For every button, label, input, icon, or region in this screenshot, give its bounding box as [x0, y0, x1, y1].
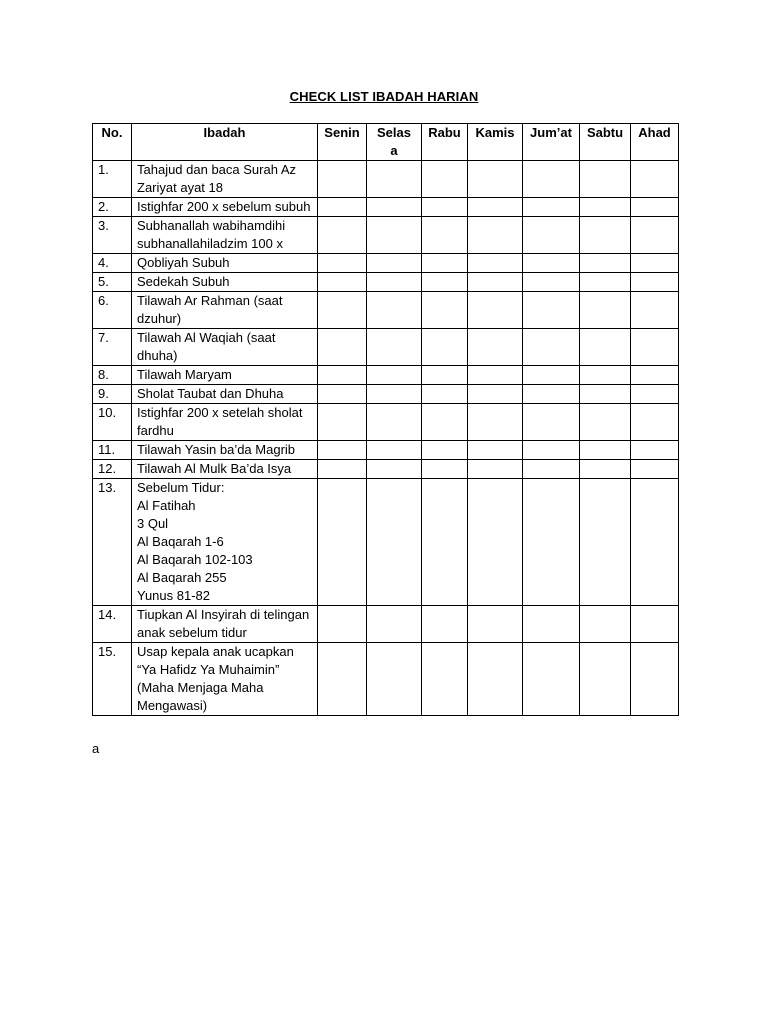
- check-cell-senin[interactable]: [318, 385, 367, 404]
- check-cell-jumat[interactable]: [523, 643, 580, 716]
- check-cell-rabu[interactable]: [422, 366, 468, 385]
- check-cell-rabu[interactable]: [422, 198, 468, 217]
- check-cell-sabtu[interactable]: [580, 404, 631, 441]
- check-cell-jumat[interactable]: [523, 460, 580, 479]
- row-number: 6.: [93, 292, 132, 329]
- table-row: [93, 643, 679, 716]
- check-cell-sabtu[interactable]: [580, 198, 631, 217]
- check-cell-jumat[interactable]: [523, 385, 580, 404]
- check-cell-kamis[interactable]: [468, 292, 523, 329]
- check-cell-jumat[interactable]: [523, 479, 580, 606]
- check-cell-senin[interactable]: [318, 198, 367, 217]
- row-number: 4.: [93, 254, 132, 273]
- check-cell-kamis[interactable]: [468, 460, 523, 479]
- check-cell-senin[interactable]: [318, 273, 367, 292]
- check-cell-senin[interactable]: [318, 366, 367, 385]
- check-cell-selasa[interactable]: [367, 441, 422, 460]
- check-cell-sabtu[interactable]: [580, 161, 631, 198]
- check-cell-rabu[interactable]: [422, 385, 468, 404]
- row-number: 5.: [93, 273, 132, 292]
- check-cell-senin[interactable]: [318, 217, 367, 254]
- check-cell-kamis[interactable]: [468, 254, 523, 273]
- row-ibadah: Tilawah Al Waqiah (saat dhuha): [132, 329, 318, 366]
- header-day-rabu: Rabu: [422, 124, 468, 161]
- row-ibadah: Tilawah Yasin ba’da Magrib: [132, 441, 318, 460]
- check-cell-jumat[interactable]: [523, 273, 580, 292]
- check-cell-kamis[interactable]: [468, 329, 523, 366]
- check-cell-rabu[interactable]: [422, 441, 468, 460]
- check-cell-kamis[interactable]: [468, 404, 523, 441]
- check-cell-selasa[interactable]: [367, 460, 422, 479]
- check-cell-rabu[interactable]: [422, 479, 468, 606]
- table-row: [93, 366, 679, 385]
- check-cell-jumat[interactable]: [523, 161, 580, 198]
- row-ibadah: Subhanallah wabihamdihi subhanallahiladzim 100 x: [132, 217, 318, 254]
- check-cell-ahad[interactable]: [631, 606, 679, 643]
- table-row: [93, 254, 679, 273]
- check-cell-sabtu[interactable]: [580, 217, 631, 254]
- check-cell-rabu[interactable]: [422, 292, 468, 329]
- row-ibadah: Sebelum Tidur: Al Fatihah 3 Qul Al Baqarah 1-6 Al Baqarah 102-103 Al Baqarah 255 Yunus 81-82: [132, 479, 318, 606]
- footer-text: a: [92, 741, 100, 756]
- check-cell-selasa[interactable]: [367, 385, 422, 404]
- check-cell-sabtu[interactable]: [580, 479, 631, 606]
- check-cell-selasa[interactable]: [367, 404, 422, 441]
- check-cell-senin[interactable]: [318, 254, 367, 273]
- check-cell-kamis[interactable]: [468, 479, 523, 606]
- check-cell-selasa[interactable]: [367, 161, 422, 198]
- check-cell-jumat[interactable]: [523, 198, 580, 217]
- check-cell-kamis[interactable]: [468, 217, 523, 254]
- check-cell-ahad[interactable]: [631, 254, 679, 273]
- check-cell-ahad[interactable]: [631, 161, 679, 198]
- check-cell-ahad[interactable]: [631, 479, 679, 606]
- check-cell-senin[interactable]: [318, 161, 367, 198]
- check-cell-selasa[interactable]: [367, 254, 422, 273]
- check-cell-selasa[interactable]: [367, 273, 422, 292]
- check-cell-senin[interactable]: [318, 479, 367, 606]
- check-cell-senin[interactable]: [318, 404, 367, 441]
- check-cell-kamis[interactable]: [468, 385, 523, 404]
- row-ibadah: Istighfar 200 x sebelum subuh: [132, 198, 318, 217]
- row-ibadah: Istighfar 200 x setelah sholat fardhu: [132, 404, 318, 441]
- check-cell-selasa[interactable]: [367, 479, 422, 606]
- table-row: [93, 606, 679, 643]
- check-cell-selasa[interactable]: [367, 198, 422, 217]
- table-row: [93, 404, 679, 441]
- check-cell-ahad[interactable]: [631, 217, 679, 254]
- table-row: [93, 329, 679, 366]
- check-cell-ahad[interactable]: [631, 292, 679, 329]
- check-cell-selasa[interactable]: [367, 292, 422, 329]
- check-cell-selasa[interactable]: [367, 217, 422, 254]
- table-row: [93, 385, 679, 404]
- check-cell-kamis[interactable]: [468, 643, 523, 716]
- row-number: 15.: [93, 643, 132, 716]
- check-cell-ahad[interactable]: [631, 273, 679, 292]
- row-number: 9.: [93, 385, 132, 404]
- table-row: [93, 479, 679, 606]
- table-row: [93, 441, 679, 460]
- row-number: 3.: [93, 217, 132, 254]
- check-cell-ahad[interactable]: [631, 366, 679, 385]
- check-cell-kamis[interactable]: [468, 161, 523, 198]
- check-cell-jumat[interactable]: [523, 366, 580, 385]
- check-cell-rabu[interactable]: [422, 273, 468, 292]
- table-body: [93, 161, 679, 716]
- table-row: [93, 217, 679, 254]
- check-cell-kamis[interactable]: [468, 198, 523, 217]
- check-cell-sabtu[interactable]: [580, 441, 631, 460]
- check-cell-rabu[interactable]: [422, 404, 468, 441]
- check-cell-jumat[interactable]: [523, 254, 580, 273]
- check-cell-jumat[interactable]: [523, 404, 580, 441]
- check-cell-senin[interactable]: [318, 329, 367, 366]
- row-ibadah: Tilawah Ar Rahman (saat dzuhur): [132, 292, 318, 329]
- check-cell-selasa[interactable]: [367, 643, 422, 716]
- check-cell-kamis[interactable]: [468, 606, 523, 643]
- check-cell-jumat[interactable]: [523, 217, 580, 254]
- row-number: 13.: [93, 479, 132, 606]
- row-ibadah: Qobliyah Subuh: [132, 254, 318, 273]
- check-cell-jumat[interactable]: [523, 606, 580, 643]
- check-cell-selasa[interactable]: [367, 329, 422, 366]
- check-cell-sabtu[interactable]: [580, 385, 631, 404]
- table-header-row: [93, 124, 679, 161]
- row-number: 7.: [93, 329, 132, 366]
- check-cell-rabu[interactable]: [422, 643, 468, 716]
- row-number: 1.: [93, 161, 132, 198]
- row-number: 8.: [93, 366, 132, 385]
- check-cell-kamis[interactable]: [468, 366, 523, 385]
- check-cell-sabtu[interactable]: [580, 643, 631, 716]
- header-day-sabtu: Sabtu: [580, 124, 631, 161]
- table-row: [93, 198, 679, 217]
- check-cell-sabtu[interactable]: [580, 460, 631, 479]
- row-number: 11.: [93, 441, 132, 460]
- check-cell-rabu[interactable]: [422, 460, 468, 479]
- check-cell-kamis[interactable]: [468, 441, 523, 460]
- row-ibadah: Tilawah Maryam: [132, 366, 318, 385]
- header-no: No.: [93, 124, 132, 161]
- check-cell-rabu[interactable]: [422, 217, 468, 254]
- header-day-selasa: Selas a: [367, 124, 422, 161]
- table-row: [93, 273, 679, 292]
- header-ibadah: Ibadah: [132, 124, 318, 161]
- check-cell-ahad[interactable]: [631, 460, 679, 479]
- check-cell-jumat[interactable]: [523, 292, 580, 329]
- check-cell-senin[interactable]: [318, 460, 367, 479]
- row-ibadah: Usap kepala anak ucapkan “Ya Hafidz Ya Muhaimin” (Maha Menjaga Maha Mengawasi): [132, 643, 318, 716]
- table-row: [93, 161, 679, 198]
- check-cell-rabu[interactable]: [422, 161, 468, 198]
- check-cell-rabu[interactable]: [422, 329, 468, 366]
- check-cell-sabtu[interactable]: [580, 292, 631, 329]
- check-cell-ahad[interactable]: [631, 198, 679, 217]
- header-day-jumat: Jum’at: [523, 124, 580, 161]
- check-cell-ahad[interactable]: [631, 404, 679, 441]
- row-ibadah: Tilawah Al Mulk Ba’da Isya: [132, 460, 318, 479]
- check-cell-sabtu[interactable]: [580, 273, 631, 292]
- header-day-kamis: Kamis: [468, 124, 523, 161]
- check-cell-sabtu[interactable]: [580, 254, 631, 273]
- check-cell-rabu[interactable]: [422, 606, 468, 643]
- check-cell-senin[interactable]: [318, 292, 367, 329]
- header-day-ahad: Ahad: [631, 124, 679, 161]
- check-cell-kamis[interactable]: [468, 273, 523, 292]
- check-cell-ahad[interactable]: [631, 329, 679, 366]
- row-number: 10.: [93, 404, 132, 441]
- check-cell-sabtu[interactable]: [580, 606, 631, 643]
- row-ibadah: Sedekah Subuh: [132, 273, 318, 292]
- row-number: 14.: [93, 606, 132, 643]
- row-ibadah: Tahajud dan baca Surah Az Zariyat ayat 18: [132, 161, 318, 198]
- check-cell-senin[interactable]: [318, 643, 367, 716]
- header-day-senin: Senin: [318, 124, 367, 161]
- row-ibadah: Tiupkan Al Insyirah di telingan anak sebelum tidur: [132, 606, 318, 643]
- check-cell-senin[interactable]: [318, 441, 367, 460]
- row-ibadah: Sholat Taubat dan Dhuha: [132, 385, 318, 404]
- check-cell-selasa[interactable]: [367, 606, 422, 643]
- row-number: 12.: [93, 460, 132, 479]
- check-cell-ahad[interactable]: [631, 643, 679, 716]
- check-cell-senin[interactable]: [318, 606, 367, 643]
- check-cell-jumat[interactable]: [523, 329, 580, 366]
- page-title: CHECK LIST IBADAH HARIAN: [289, 89, 479, 104]
- check-cell-ahad[interactable]: [631, 385, 679, 404]
- check-cell-ahad[interactable]: [631, 441, 679, 460]
- table-row: [93, 460, 679, 479]
- checklist-table: [92, 123, 679, 716]
- check-cell-sabtu[interactable]: [580, 329, 631, 366]
- check-cell-jumat[interactable]: [523, 441, 580, 460]
- check-cell-selasa[interactable]: [367, 366, 422, 385]
- table-row: [93, 292, 679, 329]
- check-cell-sabtu[interactable]: [580, 366, 631, 385]
- row-number: 2.: [93, 198, 132, 217]
- check-cell-rabu[interactable]: [422, 254, 468, 273]
